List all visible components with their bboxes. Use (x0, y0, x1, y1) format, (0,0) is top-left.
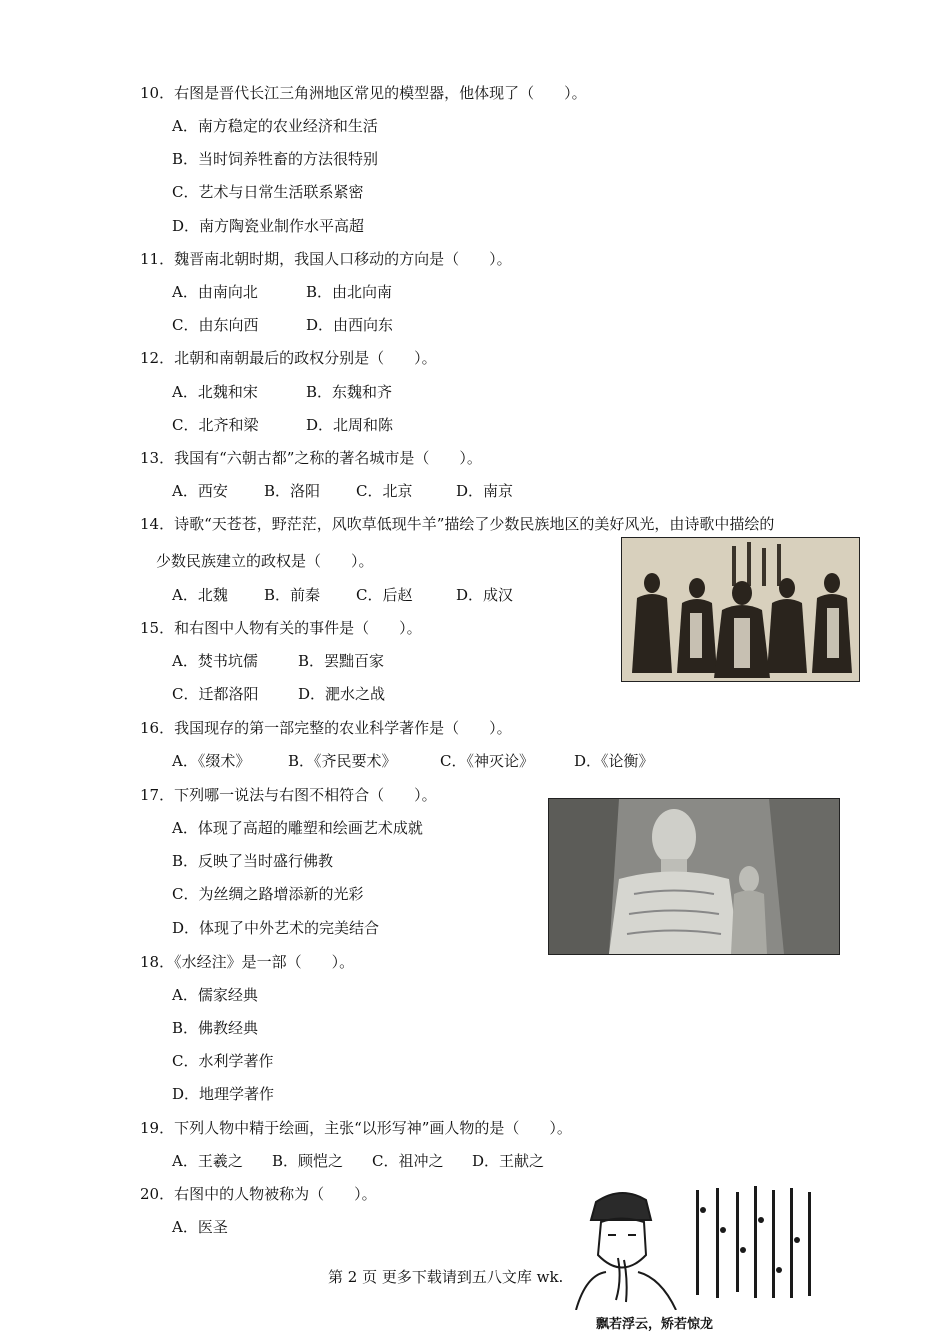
option: C．北京 (356, 482, 413, 500)
option: D．南方陶瓷业制作水平高超 (172, 217, 365, 235)
question-11-stem: 11．魏晋南北朝时期，我国人口移动的方向是（ ）。 (140, 250, 512, 268)
option: A．南方稳定的农业经济和生活 (172, 117, 378, 135)
option: C．北齐和梁 (172, 416, 259, 434)
option: C．祖冲之 (372, 1152, 444, 1170)
option: B．前秦 (264, 586, 321, 604)
option: D．由西向东 (306, 316, 394, 334)
option: B．由北向南 (306, 283, 393, 301)
option: C．迁都洛阳 (172, 685, 259, 703)
question-16-stem: 16．我国现存的第一部完整的农业科学著作是（ ）。 (140, 719, 512, 737)
option: A．《缀术》 (172, 752, 251, 770)
option: D．成汉 (456, 586, 514, 604)
option: A．王羲之 (172, 1152, 243, 1170)
option: C．由东向西 (172, 316, 259, 334)
option: D．《论衡》 (574, 752, 654, 770)
option: A．北魏 (172, 586, 228, 604)
option: A．体现了高超的雕塑和绘画艺术成就 (172, 819, 423, 837)
question-17-stem: 17．下列哪一说法与右图不相符合（ ）。 (140, 786, 437, 804)
question-18-stem: 18．《水经注》是一部（ ）。 (140, 953, 355, 971)
page-footer: 第 2 页 更多下载请到五八文库 wk. (328, 1268, 564, 1286)
question-13-stem: 13．我国有“六朝古都”之称的著名城市是（ ）。 (140, 449, 482, 467)
option: A．医圣 (172, 1218, 228, 1236)
option: C．为丝绸之路增添新的光彩 (172, 885, 364, 903)
option: B．佛教经典 (172, 1019, 259, 1037)
option: A．由南向北 (172, 283, 258, 301)
option: D．北周和陈 (306, 416, 394, 434)
option: A．西安 (172, 482, 228, 500)
option: C．后赵 (356, 586, 413, 604)
question-14-stem: 14．诗歌“天苍苍，野茫茫，风吹草低现牛羊”描绘了少数民族地区的美好风光，由诗歌中描绘的 (140, 515, 775, 533)
question-10-stem: 10．右图是晋代长江三角洲地区常见的模型器，他体现了（ ）。 (140, 84, 587, 102)
option: A．儒家经典 (172, 986, 258, 1004)
option: B．罢黜百家 (298, 652, 385, 670)
question-20-stem: 20．右图中的人物被称为（ ）。 (140, 1185, 377, 1203)
option: B．反映了当时盛行佛教 (172, 852, 334, 870)
option: D．体现了中外艺术的完美结合 (172, 919, 380, 937)
option: D．王献之 (472, 1152, 545, 1170)
option: C．水利学著作 (172, 1052, 274, 1070)
option: B．顾恺之 (272, 1152, 344, 1170)
option: D．淝水之战 (298, 685, 386, 703)
option: B．《齐民要术》 (288, 752, 397, 770)
question-15-stem: 15．和右图中人物有关的事件是（ ）。 (140, 619, 422, 637)
option: B．当时饲养牲畜的方法很特别 (172, 150, 379, 168)
image-caption: 飘若浮云，矫若惊龙 (596, 1317, 714, 1332)
question-14-stem-continued: 少数民族建立的政权是（ ）。 (156, 552, 374, 570)
option: B．东魏和齐 (306, 383, 393, 401)
buddha-statue-image (548, 798, 840, 955)
question-12-stem: 12．北朝和南朝最后的政权分别是（ ）。 (140, 349, 437, 367)
option: A．北魏和宋 (172, 383, 258, 401)
option: D．地理学著作 (172, 1085, 275, 1103)
portrait-calligraphy-image (566, 1180, 828, 1310)
option: D．南京 (456, 482, 514, 500)
option: C．《神灭论》 (440, 752, 534, 770)
option: A．焚书坑儒 (172, 652, 258, 670)
option: B．洛阳 (264, 482, 321, 500)
question-19-stem: 19．下列人物中精于绘画，主张“以形写神”画人物的是（ ）。 (140, 1119, 572, 1137)
emperor-procession-mural-image (621, 537, 860, 682)
option: C．艺术与日常生活联系紧密 (172, 183, 364, 201)
